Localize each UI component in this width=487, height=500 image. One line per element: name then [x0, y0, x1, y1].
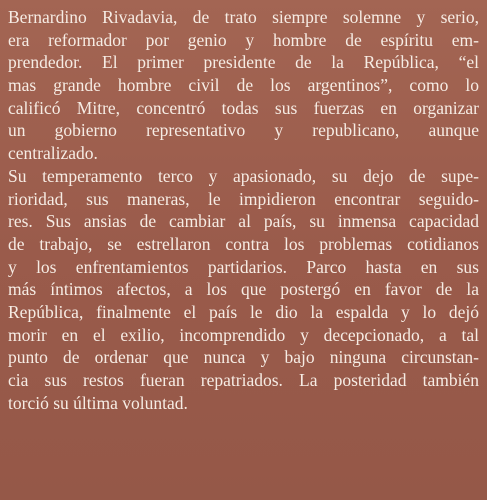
text-line: calificó Mitre, concentró todas sus fuerzas en organizar — [8, 97, 479, 118]
paragraph-1 — [8, 6, 479, 165]
text-line: morir en el exilio, incomprendido y decepcionado, a tal — [8, 324, 479, 345]
text-line: punto de ordenar que nunca y bajo ninguna circunstan- — [8, 347, 479, 368]
text-line: torció su última voluntad. — [8, 392, 188, 413]
text-line: un gobierno representativo y republicano, aunque — [8, 120, 479, 141]
text-line: de trabajo, se estrellaron contra los problemas cotidianos — [8, 233, 479, 254]
text-line: más íntimos afectos, a los que postergó en favor de la — [8, 279, 479, 300]
text-line: centralizado. — [8, 143, 98, 164]
text-line: prendedor. El primer presidente de la República, “el — [8, 52, 479, 73]
text-line: cia sus restos fueran repatriados. La posteridad también — [8, 370, 479, 390]
text-line: res. Sus ansias de cambiar al país, su inmensa capacidad — [8, 211, 479, 232]
text-line: era reformador por genio y hombre de espíritu em- — [8, 29, 479, 50]
paragraph-2 — [8, 165, 479, 415]
text-line: mas grande hombre civil de los argentinos”, como lo — [8, 75, 479, 96]
text-line: y los enfrentamientos partidarios. Parco hasta en sus — [8, 256, 479, 277]
text-line: Su temperamento terco y apasionado, su dejo de supe- — [8, 165, 479, 186]
text-line: Bernardino Rivadavia, de trato siempre solemne y serio, — [8, 7, 479, 27]
text-line: rioridad, sus maneras, le impidieron encontrar seguido- — [8, 188, 479, 209]
text-line: República, finalmente el país le dio la espalda y lo dejó — [8, 301, 479, 322]
